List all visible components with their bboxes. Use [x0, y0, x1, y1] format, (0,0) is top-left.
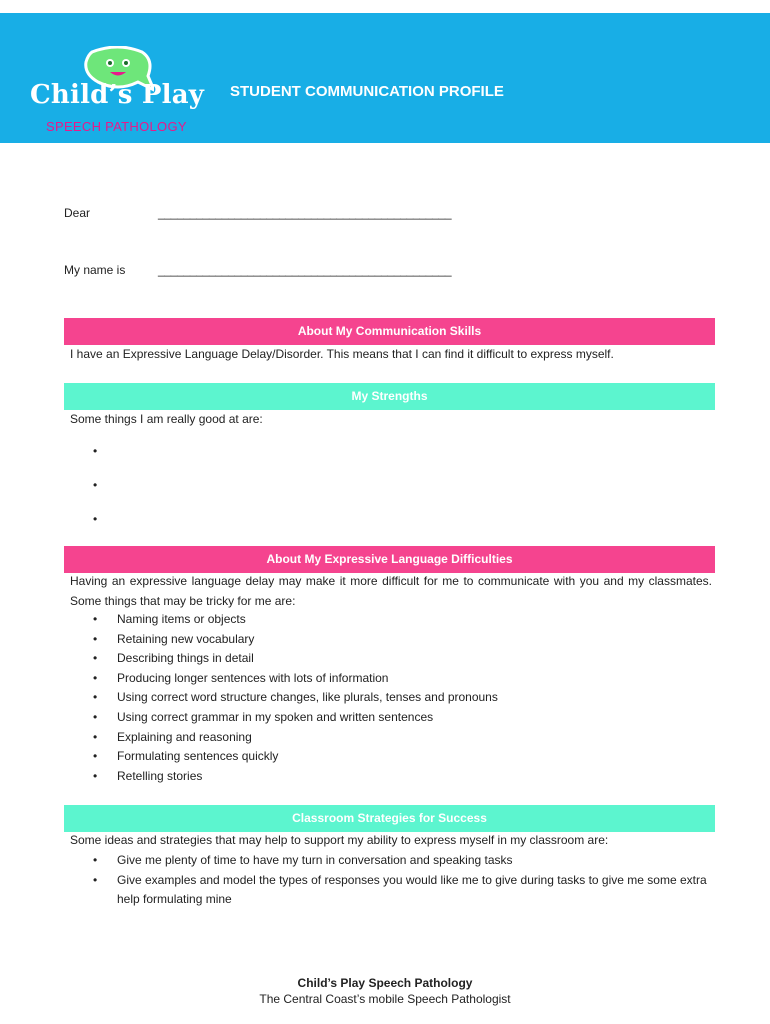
list-item: • Using correct grammar in my spoken and written sentences — [70, 708, 715, 728]
list-item: • Give me plenty of time to have my turn in conversation and speaking tasks — [70, 851, 715, 871]
bullet-icon: • — [93, 872, 98, 887]
list-item: • Retaining new vocabulary — [70, 630, 715, 650]
page-title: STUDENT COMMUNICATION PROFILE — [230, 83, 504, 100]
bullet-icon: • — [93, 690, 98, 705]
empty-bullet: • — [93, 444, 98, 458]
company-logo — [30, 46, 220, 141]
bullet-icon: • — [93, 631, 98, 646]
footer-tagline: The Central Coast’s mobile Speech Pathologist — [259, 992, 511, 1006]
bullet-icon: • — [93, 612, 98, 626]
section-heading-skills: About My Communication Skills — [64, 318, 715, 345]
difficulties-list — [70, 610, 715, 786]
list-item: • Describing things in detail — [70, 649, 715, 669]
dear-label: Dear — [64, 206, 91, 220]
list-item: • Give examples and model the types of responses you would like me to give during tasks to give me some extra help formulating mine — [93, 872, 707, 907]
bullet-icon: • — [93, 768, 98, 783]
strengths-text: Some things I am really good at are: — [70, 412, 263, 426]
list-item: • Explaining and reasoning — [70, 728, 715, 748]
strategies-text: Some ideas and strategies that may help to support my ability to express myself in my classroom are: — [70, 833, 609, 847]
list-item: • Producing longer sentences with lots of information — [70, 669, 715, 689]
empty-bullet: • — [93, 478, 98, 492]
logo-subtitle: SPEECH PATHOLOGY — [46, 119, 187, 134]
bullet-icon: • — [93, 729, 98, 744]
dear-field[interactable]: ______________________________________________ — [158, 206, 452, 220]
bullet-icon: • — [93, 670, 98, 685]
footer-company-name: Child’s Play Speech Pathology — [297, 976, 473, 990]
logo-title: Child’s Play — [30, 80, 205, 110]
section-heading-strategies: Classroom Strategies for Success — [64, 805, 715, 832]
difficulties-text: Having an expressive language delay may make it more difficult for me to communicate with you and my classmates. Some things that may be tricky for me are: — [70, 574, 712, 608]
strategies-list — [70, 851, 715, 910]
section-heading-strengths: My Strengths — [64, 383, 715, 410]
empty-bullet: • — [93, 512, 98, 526]
list-item: • Formulating sentences quickly — [70, 747, 715, 767]
section-heading-difficulties: About My Expressive Language Difficulties — [64, 546, 715, 573]
bullet-icon: • — [93, 651, 98, 666]
list-item: • Retelling stories — [70, 767, 715, 787]
bullet-icon: • — [93, 853, 98, 867]
skills-text: I have an Expressive Language Delay/Disorder. This means that I can find it difficult to express myself. — [70, 347, 614, 361]
my-name-field[interactable]: ______________________________________________ — [158, 263, 452, 277]
bullet-icon: • — [93, 709, 98, 724]
bullet-icon: • — [93, 749, 98, 764]
header-banner — [0, 13, 770, 143]
list-item: • Using correct word structure changes, like plurals, tenses and pronouns — [70, 688, 715, 708]
my-name-label: My name is — [64, 263, 126, 277]
list-item: • Naming items or objects — [70, 610, 715, 630]
